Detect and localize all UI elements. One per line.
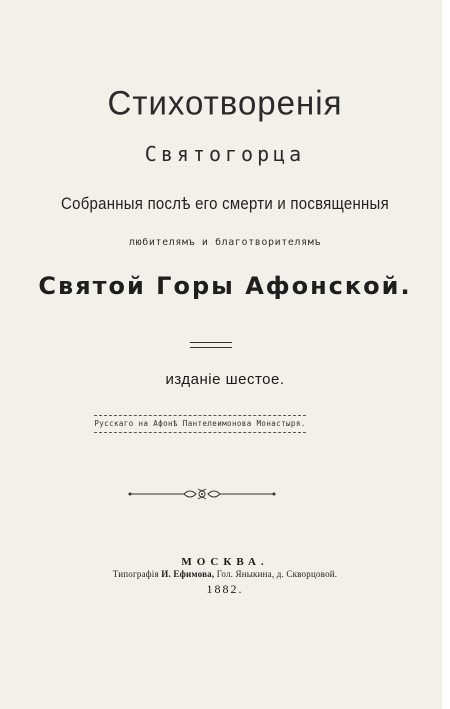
ornamental-divider-icon [128, 486, 276, 502]
book-subtitle: Святогорца [144, 142, 306, 166]
dedication-target: Святой Горы Афонской. [38, 272, 412, 300]
dedication-line: любителямъ и благотворителямъ [129, 237, 321, 248]
press-address: Гол. Яныкина, д. Скворцовой. [216, 569, 338, 579]
imprint-press [0, 569, 450, 579]
description-line: Собранныя послѣ его смерти и посвященныя [61, 194, 389, 213]
book-title: Стихотворенія [107, 83, 343, 122]
double-rule-divider [190, 342, 232, 348]
publisher-statement: Русскаго на Афонѣ Пантелеимонова Монастыря. [94, 415, 306, 433]
imprint-year: 1882. [206, 582, 244, 596]
imprint-city: МОСКВА. [181, 556, 269, 568]
edition-statement: изданіе шестое. [165, 371, 285, 388]
press-name: И. Ефимова, [161, 569, 215, 579]
press-prefix: Типографія [112, 569, 159, 579]
